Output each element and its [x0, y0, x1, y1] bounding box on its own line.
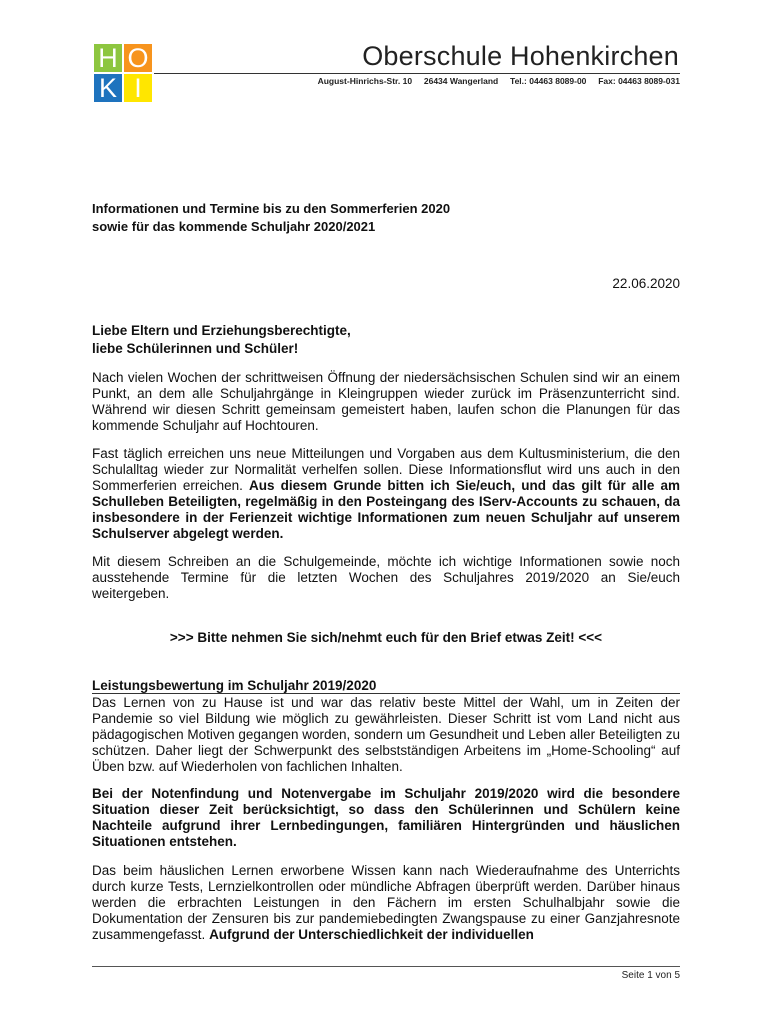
header-divider: [154, 73, 680, 74]
reading-notice: >>> Bitte nehmen Sie sich/nehmt euch für den Brief etwas Zeit! <<<: [169, 630, 603, 645]
document-title: [92, 200, 692, 236]
fax: Fax: 04463 8089-031: [598, 76, 680, 86]
logo-letter-k: K: [94, 74, 122, 102]
section-paragraph-3: [92, 863, 680, 943]
section-paragraph-3-bold: Aufgrund der Unterschiedlichkeit der individuellen: [209, 927, 534, 942]
section-heading: Leistungsbewertung im Schuljahr 2019/2020: [92, 678, 377, 693]
salutation: [92, 322, 692, 358]
page-number: Seite 1 von 5: [621, 970, 680, 981]
logo-letter-o: O: [124, 44, 152, 72]
footer-divider: [92, 966, 680, 967]
address: August-Hinrichs-Str. 10: [317, 76, 413, 86]
logo-letter-h: H: [94, 44, 122, 72]
school-name: Oberschule Hohenkirchen: [362, 41, 679, 71]
salutation-line-1: Liebe Eltern und Erziehungsberechtigte,: [92, 323, 351, 338]
city: 26434 Wangerland: [423, 76, 499, 86]
logo-letter-i: I: [124, 74, 152, 102]
section-paragraph-3-text: Das beim häuslichen Lernen erworbene Wissen kann nach Wiederaufnahme des Unterrichts durch kurze Tests, Lernzielkontrollen oder mündliche Abfragen überprüft werden. Darüber hinaus werden die erbrachten Leistungen in den Fächern im ersten Schulhalbjahr sowie die Dokumentation der Zensuren bis zur pandemiebedingten Zwangspause zu einer Ganzjahresnote zusammengefasst.: [92, 863, 680, 942]
paragraph-intro: Nach vielen Wochen der schrittweisen Öffnung der niedersächsischen Schulen sind wir an einem Punkt, an dem alle Schuljahrgänge in Kleingruppen wieder zurück im Präsenzunterricht sind. Während wir diesen Schritt gemeinsam gemeistert haben, laufen schon die Planungen für das kommende Schuljahr auf Hochtouren.: [92, 370, 680, 433]
paragraph-iserv-bold: Aus diesem Grunde bitten ich Sie/euch, und das gilt für alle am Schulleben Beteiligten, regelmäßig in den Posteingang des IServ-Accounts zu schauen, da insbesondere in der Ferienzeit wichtige Informationen zum neuen Schuljahr auf unserem Schulserver abgelegt werden.: [92, 478, 680, 541]
phone: Tel.: 04463 8089-00: [510, 76, 587, 86]
section-divider: [92, 693, 680, 694]
letter-date: 22.06.2020: [612, 276, 680, 291]
title-line-2: sowie für das kommende Schuljahr 2020/2021: [92, 219, 376, 234]
school-address-line: [268, 76, 680, 86]
salutation-line-2: liebe Schülerinnen und Schüler!: [92, 341, 299, 356]
section-paragraph-grading: Bei der Notenfindung und Notenvergabe im Schuljahr 2019/2020 wird die besondere Situation dieser Zeit berücksichtigt, so dass den Schülerinnen und Schülern keine Nachteile aufgrund ihrer Lernbedingungen, familiären Hintergründen und häuslichen Situationen entstehen.: [92, 786, 680, 849]
paragraph-iserv: [92, 446, 680, 542]
title-line-1: Informationen und Termine bis zu den Sommerferien 2020: [92, 201, 451, 216]
paragraph-iserv-text: Fast täglich erreichen uns neue Mitteilungen und Vorgaben aus dem Kultusministerium, die den Schulalltag wieder zur Normalität verhelfen sollen. Diese Informationsflut wird uns auch in den Sommerferien erreichen.: [92, 446, 680, 493]
paragraph-purpose: Mit diesem Schreiben an die Schulgemeinde, möchte ich wichtige Informationen sowie noch ausstehende Termine für die letzten Wochen des Schuljahres 2019/2020 an Sie/euch weitergeben.: [92, 554, 680, 601]
section-paragraph-1: Das Lernen von zu Hause ist und war das relativ beste Mittel der Wahl, um in Zeiten der Pandemie so viel Bildung wie möglich zu gewährleisten. Dieser Schritt ist vom Land nicht aus pädagogischen Motiven gegangen worden, sondern um Gesundheit und Leben aller Beteiligten zu schützen. Daher liegt der Schwerpunkt des selbstständigen Arbeitens im „Home-Schooling“ auf Üben bzw. auf Wiederholen von fachlichen Inhalten.: [92, 695, 680, 774]
